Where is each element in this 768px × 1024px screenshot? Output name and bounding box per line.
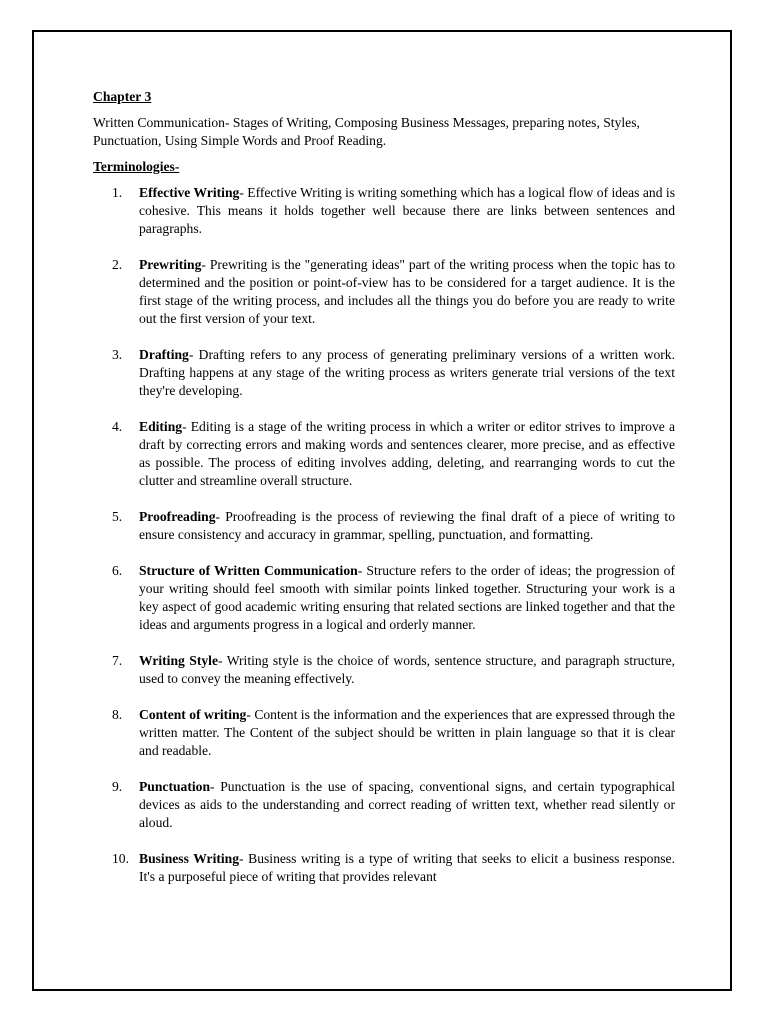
list-number: 1.: [112, 185, 123, 200]
term-name: Editing: [139, 419, 183, 434]
list-number: 7.: [112, 653, 123, 668]
term-name: Structure of Written Communication: [139, 563, 358, 578]
term-definition: - Writing style is the choice of words, sentence structure, and paragraph structure, used to convey the meaning effectively.: [139, 653, 675, 686]
list-item: [93, 184, 675, 238]
list-number: 8.: [112, 707, 123, 722]
list-number: 2.: [112, 257, 123, 272]
chapter-title: Chapter 3: [93, 89, 152, 104]
term-definition: - Content is the information and the experiences that are expressed through the written matter. The Content of the subject should be written in plain language so that it is clear and readable.: [139, 707, 675, 758]
term-definition: - Editing is a stage of the writing process in which a writer or editor strives to improve a draft by correcting errors and making words and sentences clearer, more precise, and as effective as possible. The process of editing involves adding, deleting, and rearranging words to cut the clutter and streamline overall structure.: [139, 419, 675, 488]
page-border: [32, 30, 732, 991]
list-item: [93, 562, 675, 634]
list-number: 4.: [112, 419, 123, 434]
list-number: 6.: [112, 563, 123, 578]
list-number: 3.: [112, 347, 123, 362]
term-definition: - Effective Writing is writing something which has a logical flow of ideas and is cohesive. This means it holds together well because there are links between sentences and paragraphs.: [139, 185, 675, 236]
term-definition: - Structure refers to the order of ideas; the progression of your writing should feel smooth with similar points linked together. Structuring your work is a key aspect of good academic writing ensuring that related sections are linked together and that the ideas and arguments progress in a logical and orderly manner.: [139, 563, 675, 632]
term-definition: - Business writing is a type of writing that seeks to elicit a business response. It's a purposeful piece of writing that provides relevant: [139, 851, 675, 884]
term-name: Prewriting: [139, 257, 202, 272]
term-name: Content of writing: [139, 707, 247, 722]
term-name: Business Writing: [139, 851, 240, 866]
list-number: 10.: [112, 851, 129, 866]
term-name: Writing Style: [139, 653, 218, 668]
term-definition: - Proofreading is the process of reviewing the final draft of a piece of writing to ensure consistency and accuracy in grammar, spelling, punctuation, and formatting.: [139, 509, 675, 542]
term-name: Effective Writing: [139, 185, 240, 200]
term-definition: - Punctuation is the use of spacing, conventional signs, and certain typographical devices as aids to the understanding and correct reading of written text, whether read silently or aloud.: [139, 779, 675, 830]
list-item: [93, 706, 675, 760]
section-heading: Terminologies-: [93, 159, 180, 174]
term-definition: - Prewriting is the "generating ideas" part of the writing process when the topic has to determined and the position or point-of-view has to be considered for a target audience. It is the first stage of the writing process, and includes all the things you do before you are ready to write out the first version of your text.: [139, 257, 675, 326]
list-item: [93, 778, 675, 832]
terminology-list: [93, 184, 675, 886]
list-item: [93, 508, 675, 544]
term-name: Proofreading: [139, 509, 216, 524]
list-item: [93, 850, 675, 886]
list-item: [93, 256, 675, 328]
term-name: Drafting: [139, 347, 189, 362]
list-item: [93, 346, 675, 400]
list-item: [93, 418, 675, 490]
list-number: 9.: [112, 779, 123, 794]
list-number: 5.: [112, 509, 123, 524]
term-name: Punctuation: [139, 779, 211, 794]
term-definition: - Drafting refers to any process of generating preliminary versions of a written work. Drafting happens at any stage of the writing process as writers generate trial versions of the text they're developing.: [139, 347, 675, 398]
document-body: [93, 88, 675, 904]
list-item: [93, 652, 675, 688]
chapter-subtitle: Written Communication- Stages of Writing, Composing Business Messages, preparing notes, Styles, Punctuation, Using Simple Words and Proof Reading.: [93, 115, 640, 148]
